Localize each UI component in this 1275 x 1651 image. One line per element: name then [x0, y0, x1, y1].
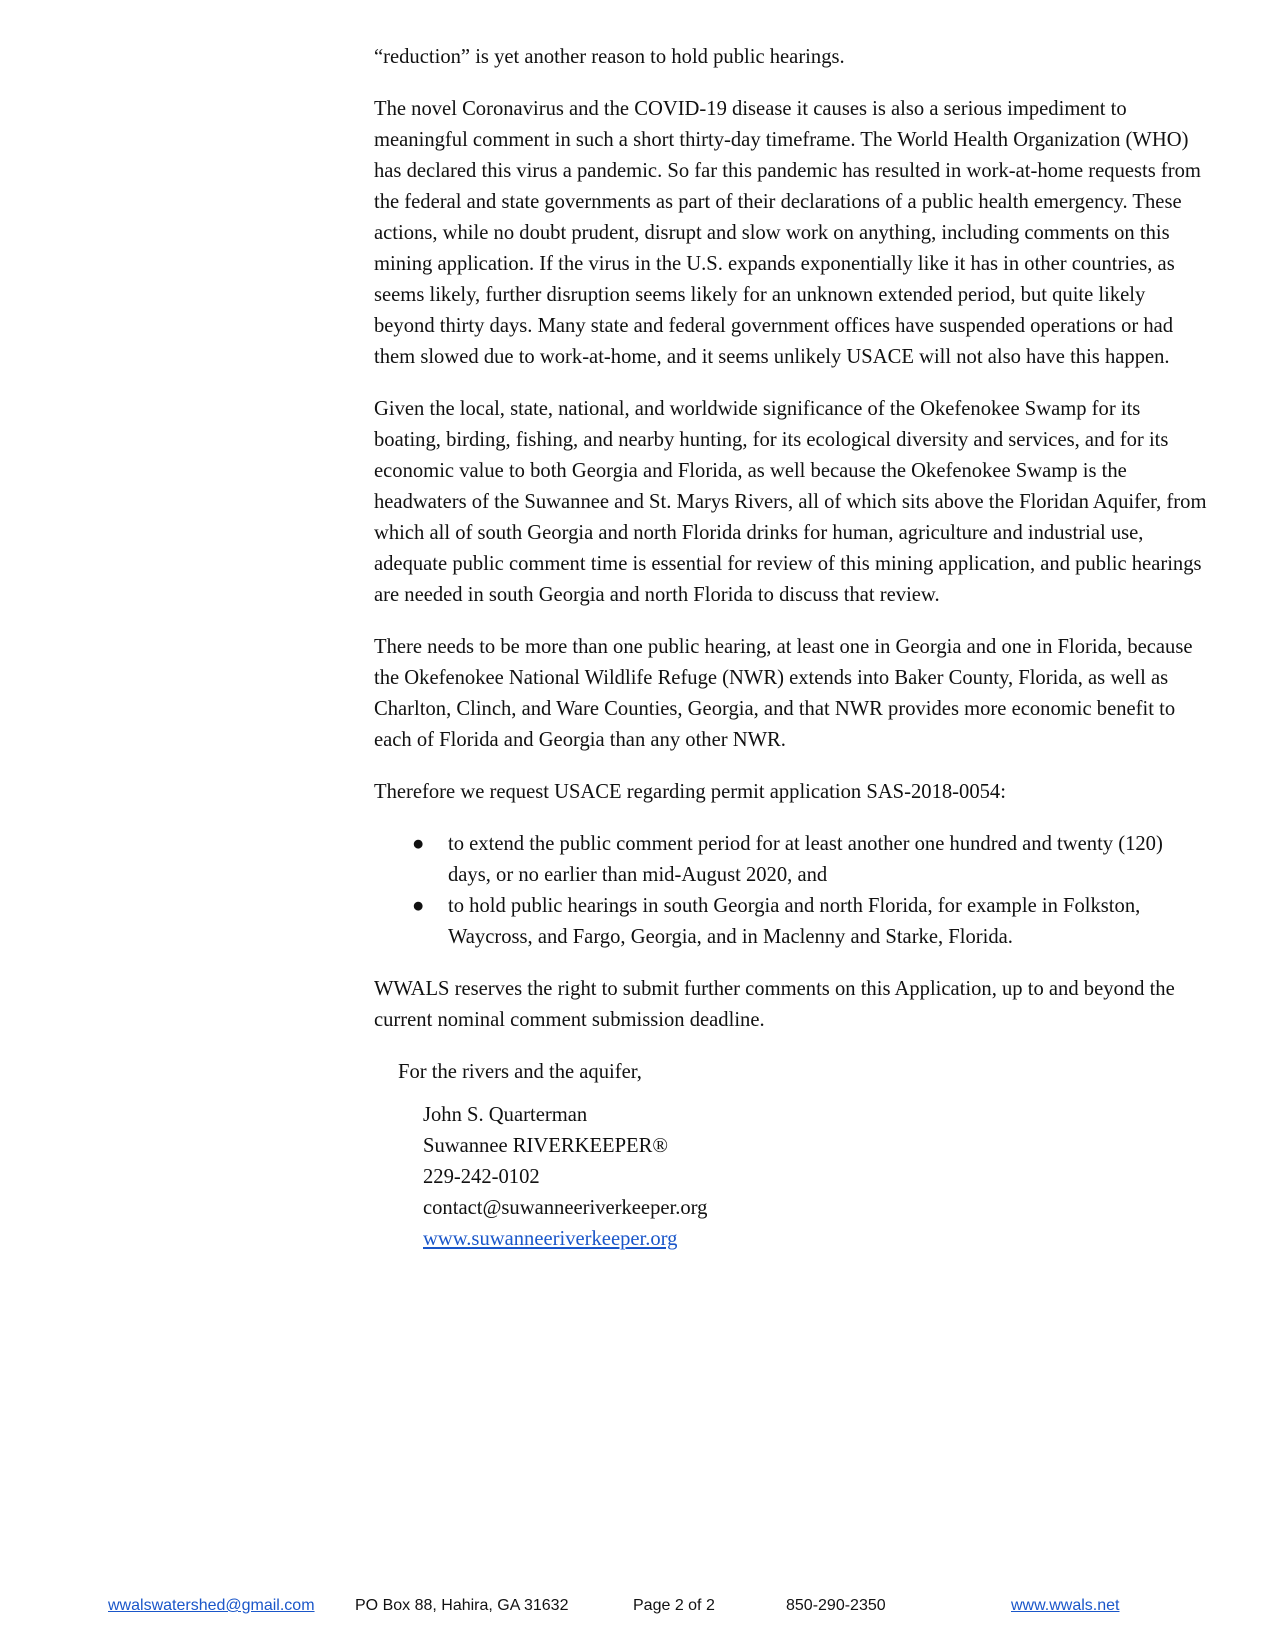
paragraph-request: Therefore we request USACE regarding permit application SAS-2018-0054:	[374, 781, 1006, 803]
paragraph-reserves: WWALS reserves the right to submit further comments on this Application, up to and beyond the current nominal comment submission deadline.	[374, 978, 1175, 1031]
bullet-icon: ●	[412, 895, 425, 917]
footer-page-number: Page 2 of 2	[633, 1597, 715, 1614]
paragraph-reduction: “reduction” is yet another reason to hold public hearings.	[374, 46, 845, 68]
letter-body	[374, 42, 1210, 1255]
signer-name: John S. Quarterman	[423, 1104, 588, 1126]
signer-phone: 229-242-0102	[423, 1166, 540, 1188]
bullet-icon: ●	[412, 833, 425, 855]
footer-email-link[interactable]: wwalswatershed@gmail.com	[108, 1597, 315, 1614]
list-item-text: to extend the public comment period for at least another one hundred and twenty (120) days, or no earlier than mid-August 2020, and	[448, 833, 1163, 886]
signer-email: contact@suwanneeriverkeeper.org	[423, 1197, 708, 1219]
signer-title: Suwannee RIVERKEEPER®	[423, 1135, 669, 1157]
list-item	[374, 829, 1210, 891]
list-item-text: to hold public hearings in south Georgia and north Florida, for example in Folkston, Waycross, and Fargo, Georgia, and in Maclenny and Starke, Florida.	[448, 895, 1141, 948]
request-list	[374, 829, 1210, 953]
closing-line: For the rivers and the aquifer,	[398, 1061, 642, 1083]
paragraph-significance: Given the local, state, national, and worldwide significance of the Okefenokee Swamp for its boating, birding, fishing, and nearby hunting, for its ecological diversity and services, and for its economic value to both Georgia and Florida, as well because the Okefenokee Swamp is the headwaters of the Suwannee and St. Marys Rivers, all of which sits above the Floridan Aquifer, from which all of south Georgia and north Florida drinks for human, agriculture and industrial use, adequate public comment time is essential for review of this mining application, and public hearings are needed in south Georgia and north Florida to discuss that review.	[374, 398, 1207, 606]
footer-address: PO Box 88, Hahira, GA 31632	[355, 1597, 569, 1614]
signature-block	[423, 1100, 1210, 1255]
paragraph-coronavirus: The novel Coronavirus and the COVID-19 disease it causes is also a serious impediment to meaningful comment in such a short thirty-day timeframe. The World Health Organization (WHO) has declared this virus a pandemic. So far this pandemic has resulted in work-at-home requests from the federal and state governments as part of their declarations of a public health emergency. These actions, while no doubt prudent, disrupt and slow work on anything, including comments on this mining application. If the virus in the U.S. expands exponentially like it has in other countries, as seems likely, further disruption seems likely for an unknown extended period, but quite likely beyond thirty days. Many state and federal government offices have suspended operations or had them slowed due to work-at-home, and it seems unlikely USACE will not also have this happen.	[374, 98, 1201, 368]
list-item	[374, 891, 1210, 953]
footer-phone: 850-290-2350	[786, 1597, 886, 1614]
signer-website-link[interactable]: www.suwanneeriverkeeper.org	[423, 1228, 678, 1250]
paragraph-hearings: There needs to be more than one public hearing, at least one in Georgia and one in Florida, because the Okefenokee National Wildlife Refuge (NWR) extends into Baker County, Florida, as well as Charlton, Clinch, and Ware Counties, Georgia, and that NWR provides more economic benefit to each of Florida and Georgia than any other NWR.	[374, 636, 1193, 751]
footer-website-link[interactable]: www.wwals.net	[1011, 1597, 1120, 1614]
page-footer	[0, 1597, 1275, 1621]
